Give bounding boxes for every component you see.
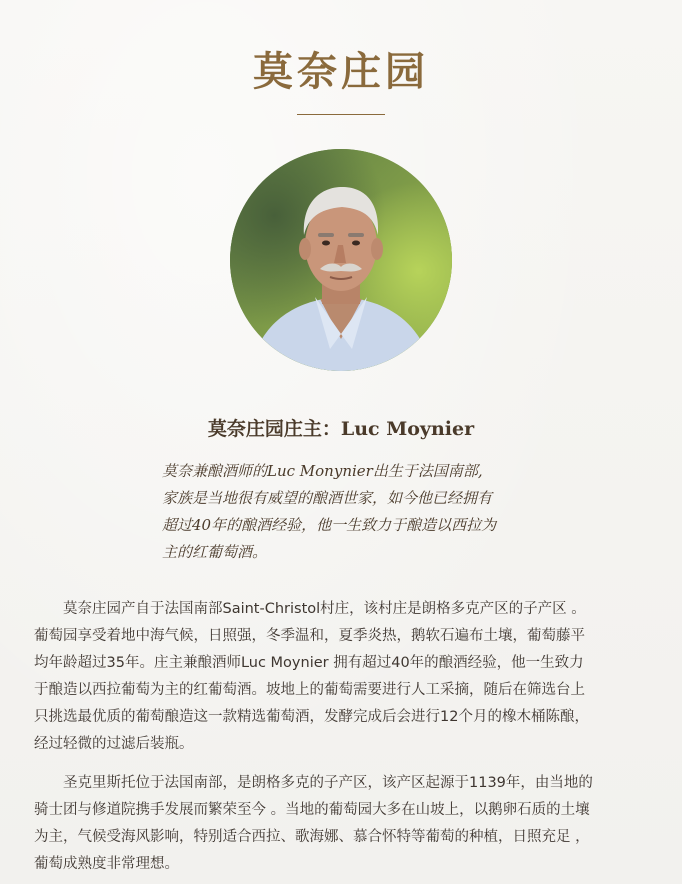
- owner-portrait: [230, 149, 452, 371]
- paragraph-line: 均年龄超过35年。庄主兼酿酒师Luc Moynier 拥有超过40年的酿酒经验，他一生致力: [34, 655, 584, 671]
- owner-quote: [162, 458, 552, 566]
- quote-line: 主的红葡萄酒。: [162, 543, 268, 561]
- paragraph-line: 为主，气候受海风影响，特别适合西拉、歌海娜、慕合怀特等葡萄的种植，日照充足 ，: [34, 829, 590, 845]
- paragraph-line: 骑士团与修道院携手发展而繁荣至今 。当地的葡萄园大多在山坡上，以鹅卵石质的土壤: [34, 802, 590, 818]
- owner-heading: 莫奈庄园庄主：Luc Moynier: [207, 418, 475, 440]
- estate-paragraph: [34, 596, 654, 758]
- paragraph-line: 圣克里斯托位于法国南部，是朗格多克的子产区，该产区起源于1139年，由当地的: [34, 775, 593, 791]
- paragraph-line: 只挑选最优质的葡萄酿造这一款精选葡萄酒，发酵完成后会进行12个月的橡木桶陈酿，: [34, 709, 589, 725]
- paragraph-line: 于酿造以西拉葡萄为主的红葡萄酒。坡地上的葡萄需要进行人工采摘，随后在筛选台上: [34, 682, 585, 698]
- quote-line: 莫奈兼酿酒师的Luc Monynier出生于法国南部,: [162, 462, 483, 480]
- paragraph-line: 葡萄园享受着地中海气候，日照强，冬季温和，夏季炎热，鹅软石遍布土壤，葡萄藤平: [34, 628, 585, 644]
- region-paragraph: [34, 770, 654, 878]
- paragraph-line: 莫奈庄园产自于法国南部Saint-Christol村庄，该村庄是朗格多克产区的子产区 。: [34, 601, 586, 617]
- page-title: 莫奈庄园: [253, 48, 429, 95]
- paragraph-line: 经过轻微的过滤后装瓶。: [34, 736, 194, 752]
- paragraph-line: 葡萄成熟度非常理想。: [34, 856, 179, 872]
- quote-line: 超过40年的酿酒经验，他一生致力于酿造以西拉为: [162, 516, 497, 534]
- title-divider: [297, 114, 385, 115]
- quote-line: 家族是当地很有威望的酿酒世家，如今他已经拥有: [162, 489, 493, 507]
